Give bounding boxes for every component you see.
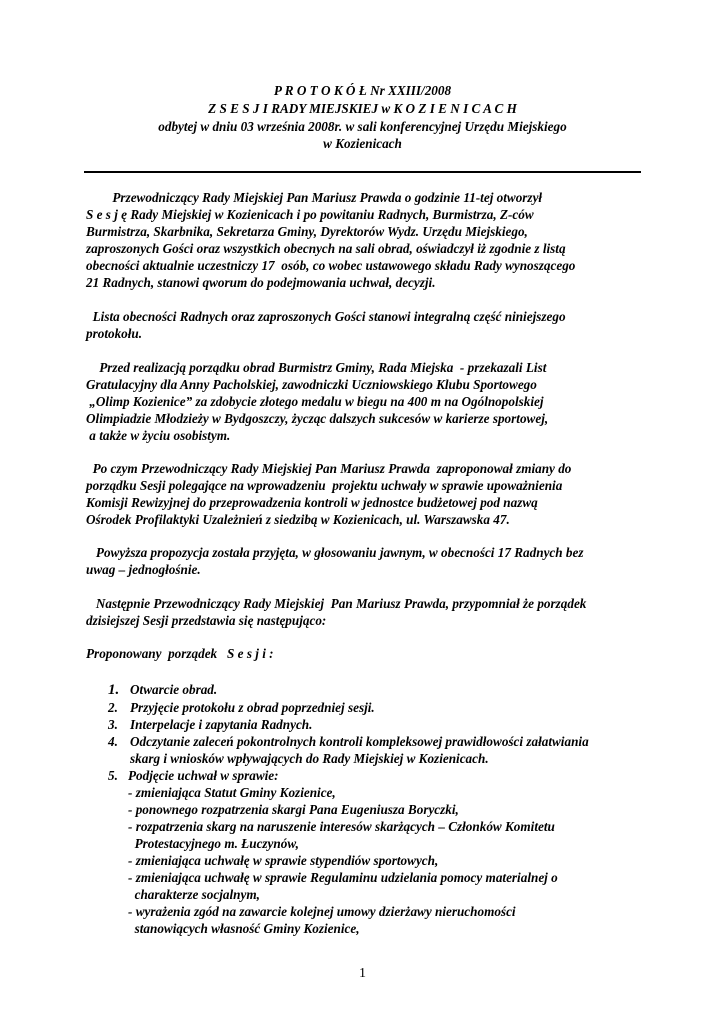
- agenda-subitem: - wyrażenia zgód na zawarcie kolejnej umowy dzierżawy nieruchomości: [128, 904, 516, 919]
- header-divider: [84, 171, 641, 173]
- agenda-item-number: 1.: [108, 682, 120, 698]
- text-line: obecności aktualnie uczestniczy 17 osób, co wobec ustawowego składu Rady wynoszącego: [86, 258, 576, 273]
- text-line: Lista obecności Radnych oraz zaproszonych Gości stanowi integralną część niniejszego: [86, 309, 566, 324]
- document-title: P R O T O K Ó Ł Nr XXIII/2008: [273, 83, 452, 98]
- agenda-item: [108, 767, 648, 784]
- text-line: Proponowany porządek S e s j i :: [86, 646, 274, 661]
- text-line: zaproszonych Gości oraz wszystkich obecnych na sali obrad, oświadczył iż zgodnie z listą: [86, 241, 566, 256]
- agenda-subitem: - zmieniająca Statut Gminy Kozienice,: [128, 785, 336, 800]
- agenda-item-continuation: skarg i wniosków wpływających do Rady Miejskiej w Kozienicach.: [130, 751, 489, 766]
- text-line: Następnie Przewodniczący Rady Miejskiej Pan Mariusz Prawda, przypomniał że porządek: [86, 596, 587, 611]
- paragraph-vote: [86, 544, 646, 578]
- paragraph-congratulations: [86, 359, 646, 444]
- agenda-item-number: 3.: [108, 717, 118, 732]
- agenda-subitem: stanowiących własność Gminy Kozienice,: [128, 921, 360, 936]
- text-line: Przewodniczący Rady Miejskiej Pan Mariusz Prawda o godzinie 11-tej otworzył: [86, 190, 543, 205]
- text-line: Przed realizacją porządku obrad Burmistrz Gminy, Rada Miejska - przekazali List: [86, 360, 547, 375]
- text-line: S e s j ę Rady Miejskiej w Kozienicach i po powitaniu Radnych, Burmistrza, Z-ców: [86, 207, 534, 222]
- session-details: odbytej w dniu 03 września 2008r. w sali konferencyjnej Urzędu Miejskiego: [158, 119, 567, 134]
- text-line: Powyższa propozycja została przyjęta, w głosowaniu jawnym, w obecności 17 Radnych bez: [86, 545, 584, 560]
- text-line: 21 Radnych, stanowi qworum do podejmowania uchwał, decyzji.: [86, 275, 436, 290]
- text-line: dzisiejszej Sesji przedstawia się następująco:: [86, 613, 327, 628]
- text-line: Olimpiadzie Młodzieży w Bydgoszczy, życząc dalszych sukcesów w karierze sportowej,: [86, 411, 549, 426]
- text-line: porządku Sesji polegające na wprowadzeniu projektu uchwały w sprawie upoważnienia: [86, 478, 563, 493]
- document-subtitle: Z S E S J I RADY MIEJSKIEJ w K O Z I E N I C A C H: [208, 101, 517, 116]
- agenda-subitem: - zmieniająca uchwałę w sprawie stypendiów sportowych,: [128, 853, 439, 868]
- text-line: „Olimp Kozienice” za zdobycie złotego medalu w biegu na 400 m na Ogólnopolskiej: [86, 394, 544, 409]
- text-line: Gratulacyjny dla Anny Pacholskiej, zawodniczki Uczniowskiego Klubu Sportowego: [86, 377, 537, 392]
- agenda-subitem: - zmieniająca uchwałę w sprawie Regulaminu udzielania pomocy materialnej o: [128, 870, 558, 885]
- agenda-subitem: - rozpatrzenia skarg na naruszenie interesów skarżących – Członków Komitetu: [128, 819, 555, 834]
- paragraph-agenda-change: [86, 460, 646, 528]
- agenda-subitem: Protestacyjnego m. Łuczynów,: [128, 836, 299, 851]
- text-line: Ośrodek Profilaktyki Uzależnień z siedzibą w Kozienicach, ul. Warszawska 47.: [86, 512, 510, 527]
- agenda-subitem: charakterze socjalnym,: [128, 887, 260, 902]
- page-number: 1: [359, 966, 366, 981]
- agenda-item: [108, 681, 648, 699]
- paragraph-attendance: [86, 308, 646, 342]
- agenda-item-text: Otwarcie obrad.: [130, 682, 218, 697]
- agenda-item-text: Podjęcie uchwał w sprawie:: [128, 768, 279, 783]
- agenda-item-text: Odczytanie zaleceń pokontrolnych kontroli kompleksowej prawidłowości załatwiania: [130, 734, 589, 749]
- text-line: Po czym Przewodniczący Rady Miejskiej Pan Mariusz Prawda zaproponował zmiany do: [86, 461, 572, 476]
- text-line: uwag – jednogłośnie.: [86, 562, 201, 577]
- agenda-item-text: Przyjęcie protokołu z obrad poprzedniej sesji.: [130, 700, 375, 715]
- paragraph-opening: [86, 189, 646, 291]
- agenda-item-text: Interpelacje i zapytania Radnych.: [130, 717, 313, 732]
- agenda-item-number: 2.: [108, 700, 118, 715]
- text-line: a także w życiu osobistym.: [86, 428, 231, 443]
- agenda-subitem: - ponownego rozpatrzenia skargi Pana Eugeniusza Boryczki,: [128, 802, 459, 817]
- paragraph-reminder: [86, 595, 646, 629]
- agenda-item-number: 5.: [108, 768, 118, 783]
- session-location: w Kozienicach: [323, 136, 402, 151]
- text-line: protokołu.: [86, 326, 143, 341]
- agenda-list: [108, 681, 648, 937]
- agenda-item-number: 4.: [108, 734, 118, 749]
- agenda-item: [108, 733, 648, 750]
- agenda-item: [108, 699, 648, 716]
- text-line: Komisji Rewizyjnej do przeprowadzenia kontroli w jednostce budżetowej pod nazwą: [86, 495, 538, 510]
- text-line: Burmistrza, Skarbnika, Sekretarza Gminy, Dyrektorów Wydz. Urzędu Miejskiego,: [86, 224, 528, 239]
- agenda-item: [108, 716, 648, 733]
- agenda-heading: [86, 645, 646, 662]
